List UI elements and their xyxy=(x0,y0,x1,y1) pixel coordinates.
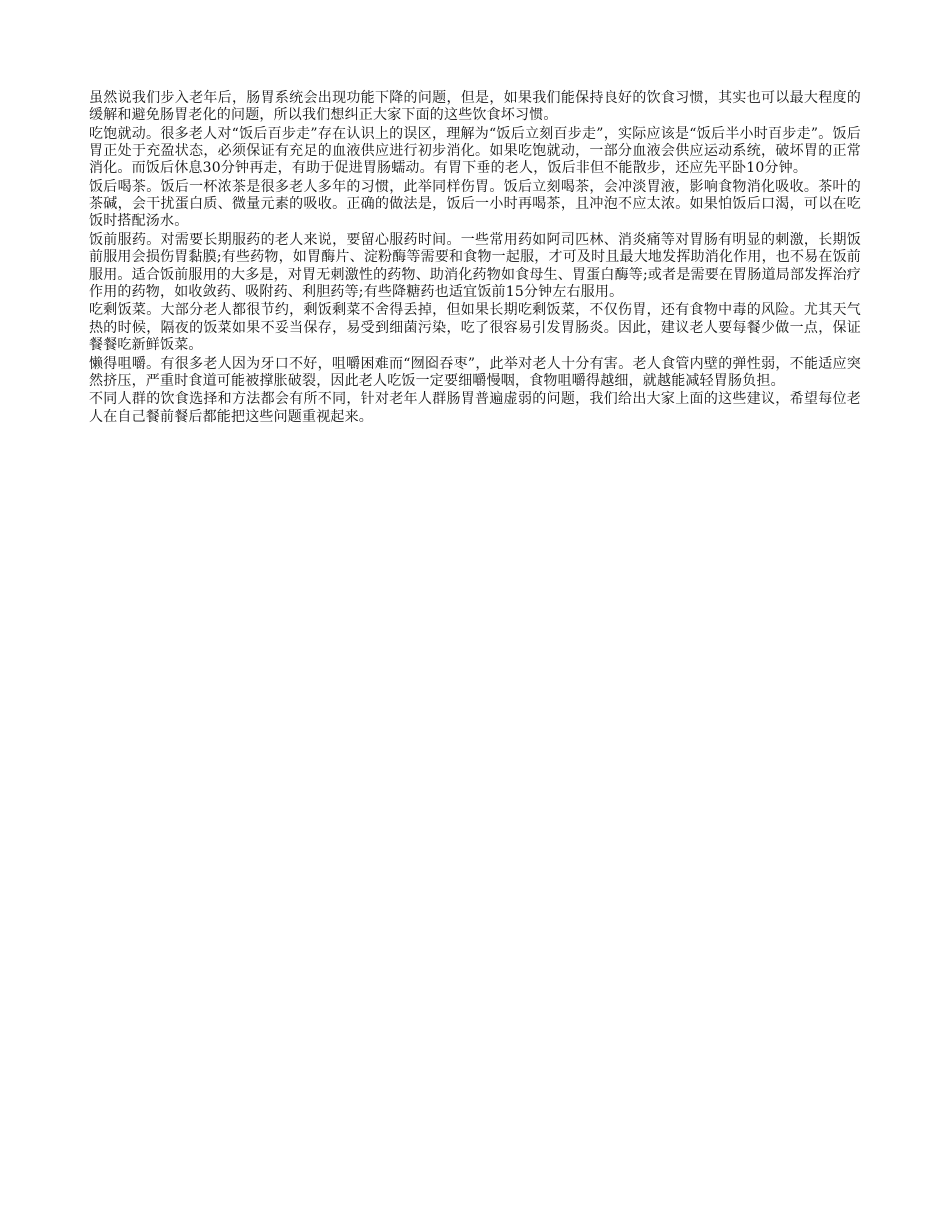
paragraph-intro: 虽然说我们步入老年后，肠胃系统会出现功能下降的问题，但是，如果我们能保持良好的饮食习惯，其实也可以最大程度的缓解和避免肠胃老化的问题，所以我们想纠正大家下面的这些饮食坏习惯。 xyxy=(89,90,861,124)
paragraph-walking-after-meal: 吃饱就动。很多老人对“饭后百步走”存在认识上的误区，理解为“饭后立刻百步走”，实际应该是“饭后半小时百步走”。饭后胃正处于充盈状态，必须保证有充足的血液供应进行初步消化。如果吃饱就动，一部分血液会供应运动系统，破坏胃的正常消化。而饭后休息30分钟再走，有助于促进胃肠蠕动。有胃下垂的老人，饭后非但不能散步，还应先平卧10分钟。 xyxy=(89,125,861,177)
paragraph-tea-after-meal: 饭后喝茶。饭后一杯浓茶是很多老人多年的习惯，此举同样伤胃。饭后立刻喝茶，会冲淡胃液，影响食物消化吸收。茶叶的茶碱，会干扰蛋白质、微量元素的吸收。正确的做法是，饭后一小时再喝茶，且冲泡不应太浓。如果怕饭后口渴，可以在吃饭时搭配汤水。 xyxy=(89,179,861,230)
paragraph-chewing: 懒得咀嚼。有很多老人因为牙口不好，咀嚼困难而“囫囵吞枣”，此举对老人十分有害。老人食管内壁的弹性弱，不能适应突然挤压，严重时食道可能被撑胀破裂，因此老人吃饭一定要细嚼慢咽，食物咀嚼得越细，就越能减轻胃肠负担。 xyxy=(89,355,861,389)
document-body xyxy=(89,90,861,427)
paragraph-leftovers: 吃剩饭菜。大部分老人都很节约，剩饭剩菜不舍得丢掉，但如果长期吃剩饭菜，不仅伤胃，还有食物中毒的风险。尤其天气热的时候，隔夜的饭菜如果不妥当保存，易受到细菌污染，吃了很容易引发胃肠炎。因此，建议老人要每餐少做一点，保证餐餐吃新鲜饭菜。 xyxy=(89,302,861,353)
paragraph-medicine-before-meal: 饭前服药。对需要长期服药的老人来说，要留心服药时间。一些常用药如阿司匹林、消炎痛等对胃肠有明显的刺激，长期饭前服用会损伤胃黏膜;有些药物，如胃酶片、淀粉酶等需要和食物一起服，才可及时且最大地发挥助消化作用，也不易在饭前服用。适合饭前服用的大多是，对胃无刺激性的药物、助消化药物如食母生、胃蛋白酶等;或者是需要在胃肠道局部发挥治疗作用的药物，如收敛药、吸附药、利胆药等;有些降糖药也适宜饭前15分钟左右服用。 xyxy=(89,232,861,300)
paragraph-conclusion: 不同人群的饮食选择和方法都会有所不同，针对老年人群肠胃普遍虚弱的问题，我们给出大家上面的这些建议，希望每位老人在自己餐前餐后都能把这些问题重视起来。 xyxy=(89,391,861,425)
